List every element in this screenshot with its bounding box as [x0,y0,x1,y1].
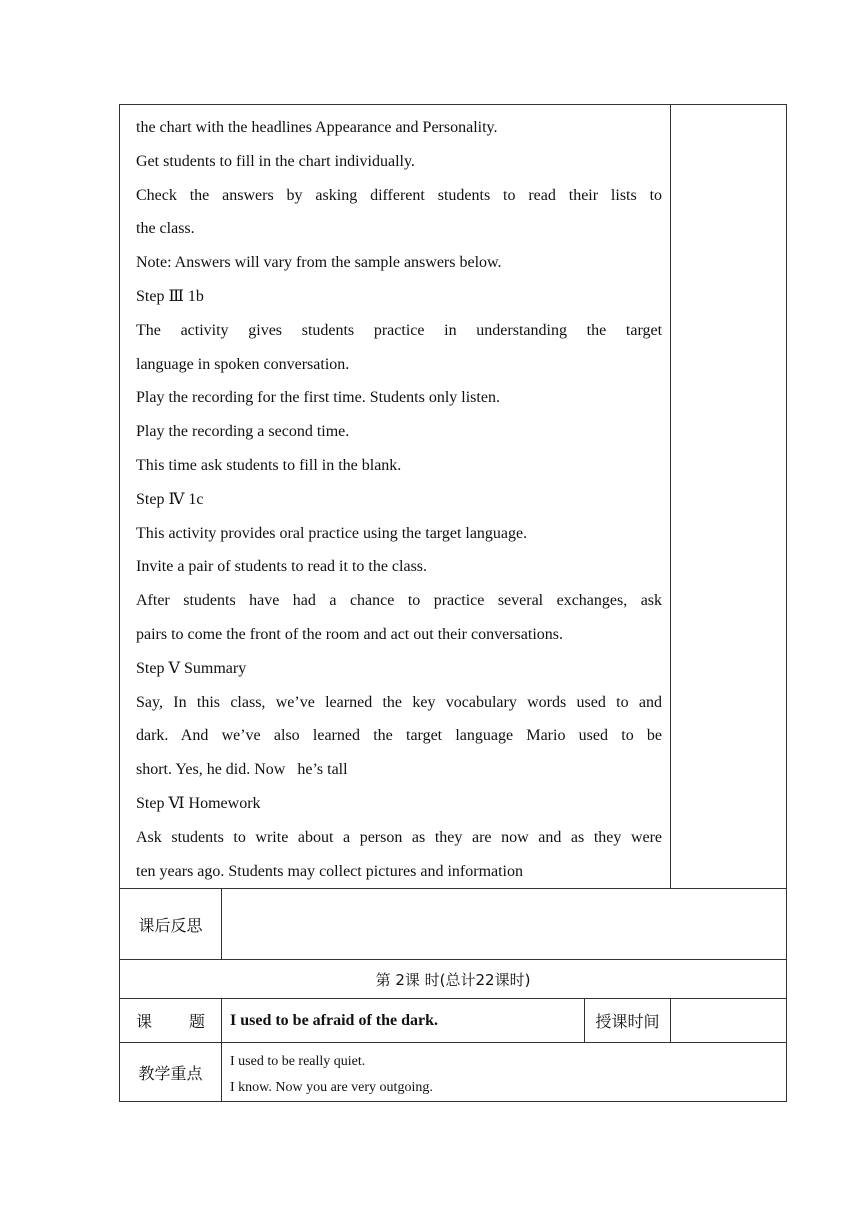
procedure-line: ten years ago. Students may collect pictures and information [136,862,523,880]
procedure-line: Get students to fill in the chart individually. [136,152,415,170]
procedure-line: language in spoken conversation. [136,355,350,373]
topic-label [120,999,222,1043]
procedure-line: pairs to come the front of the room and act out their conversations. [136,625,563,643]
step-heading: Step Ⅵ Homework [136,794,261,812]
lesson-header-row [120,960,787,999]
key-points-label: 教学重点 [120,1043,222,1102]
procedure-line: dark. And we’ve also learned the target language Mario used to be [136,727,663,745]
key-points-row [120,1043,787,1102]
topic-value: I used to be afraid of the dark. [222,999,585,1043]
notes-cell [671,105,787,889]
procedure-line: Invite a pair of students to read it to the class. [136,558,428,576]
procedure-cell [120,105,671,889]
step-heading: Step Ⅴ Summary [136,659,247,677]
topic-label-right: 题 [188,1012,205,1032]
step-heading: Step Ⅳ 1c [136,490,204,508]
lesson-plan-table [119,104,787,1102]
time-label: 授课时间 [585,999,671,1043]
lesson-header: 第 2课 时(总计22课时) [120,960,787,999]
procedure-line: Say, In this class, we’ve learned the key vocabulary words used to and [136,693,663,711]
reflection-label: 课后反思 [120,889,222,960]
procedure-line: Note: Answers will vary from the sample answers below. [136,254,502,272]
topic-label-left: 课 [136,1012,153,1032]
procedure-line: Play the recording a second time. [136,423,350,441]
procedure-line: Check the answers by asking different students to read their lists to [136,186,663,204]
procedure-line: This activity provides oral practice using the target language. [136,524,528,542]
reflection-row [120,889,787,960]
step-heading: Step Ⅲ 1b [136,287,204,305]
key-points-cell [222,1043,787,1102]
procedure-row [120,105,787,889]
procedure-line: Ask students to write about a person as they are now and as they were [136,828,663,846]
procedure-line: The activity gives students practice in understanding the target [136,321,663,339]
procedure-line: the class. [136,220,195,238]
procedure-line: After students have had a chance to practice several exchanges, ask [136,592,663,610]
procedure-line: Play the recording for the first time. Students only listen. [136,389,500,407]
key-point: I used to be really quiet. [230,1054,366,1070]
reflection-cell [222,889,787,960]
procedure-line: short. Yes, he did. Now he’s tall [136,761,348,779]
procedure-line: the chart with the headlines Appearance and Personality. [136,119,498,136]
topic-row [120,999,787,1043]
key-point: I know. Now you are very outgoing. [230,1080,433,1096]
procedure-line: This time ask students to fill in the blank. [136,456,402,474]
time-value-cell [671,999,787,1043]
